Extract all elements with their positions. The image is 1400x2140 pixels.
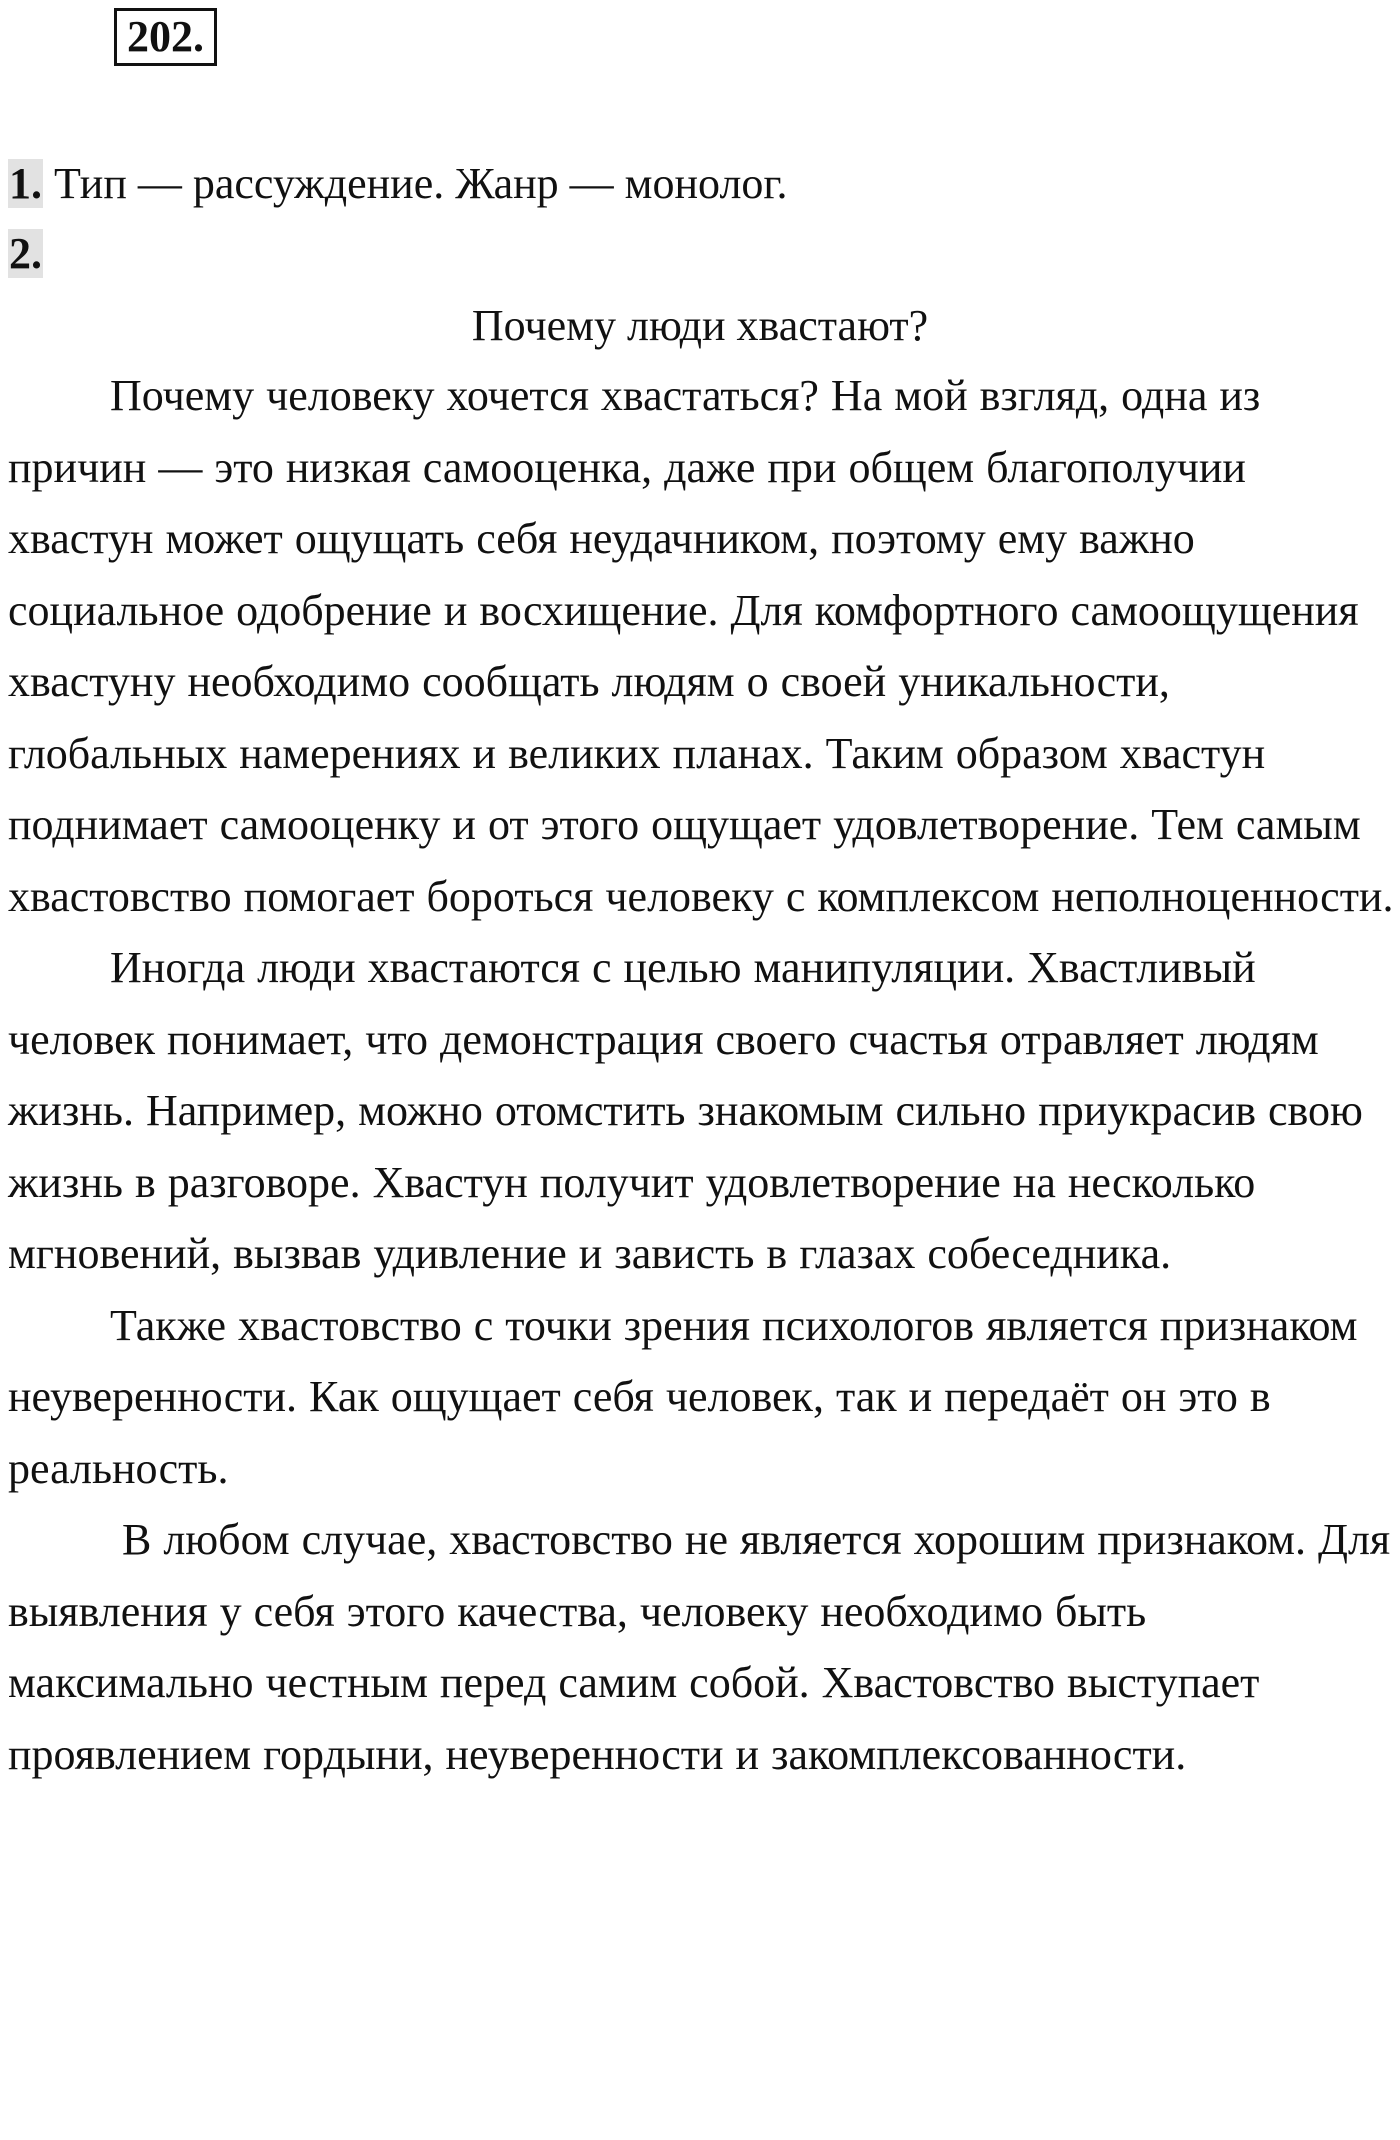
essay-paragraph-4: В любом случае, хвастовство не является хорошим признаком. Для выявления у себя этого качества, человеку необходимо быть максимально честным перед самим собой. Хвастовство выступает проявлением гордыни, неуверенности и закомплексованности. [8, 1515, 1391, 1779]
essay-body [8, 360, 1398, 1790]
point-1-text: Тип — рассуждение. Жанр — монолог. [54, 159, 788, 208]
point-1-marker: 1. [9, 159, 42, 208]
point-2-marker: 2. [9, 229, 42, 278]
essay-paragraph-3: Также хвастовство с точки зрения психологов является признаком неуверенности. Как ощущает себя человек, так и передаёт он это в реальность. [8, 1300, 1358, 1493]
essay-title: Почему люди хвастают? [471, 301, 929, 350]
exercise-number: 202. [114, 8, 217, 66]
point-2 [8, 218, 43, 290]
essay-paragraph-2: Иногда люди хвастаются с целью манипуляции. Хвастливый человек понимает, что демонстрация своего счастья отравляет людям жизнь. Например, можно отомстить знакомым сильно приукрасив свою жизнь в разговоре. Хвастун получит удовлетворение на несколько мгновений, вызвав удивление и зависть в глазах собеседника. [8, 943, 1363, 1278]
essay-paragraph-1: Почему человеку хочется хвастаться? На мой взгляд, одна из причин — это низкая самооценка, даже при общем благополучии хвастун может ощущать себя неудачником, поэтому ему важно социальное одобрение и восхищение. Для комфортного самоощущения хвастуну необходимо сообщать людям о своей уникальности, глобальных намерениях и великих планах. Таким образом хвастун поднимает самооценку и от этого ощущает удовлетворение. Тем самым хвастовство помогает бороться человеку с комплексом неполноценности. [8, 371, 1394, 921]
point-1 [8, 148, 788, 220]
